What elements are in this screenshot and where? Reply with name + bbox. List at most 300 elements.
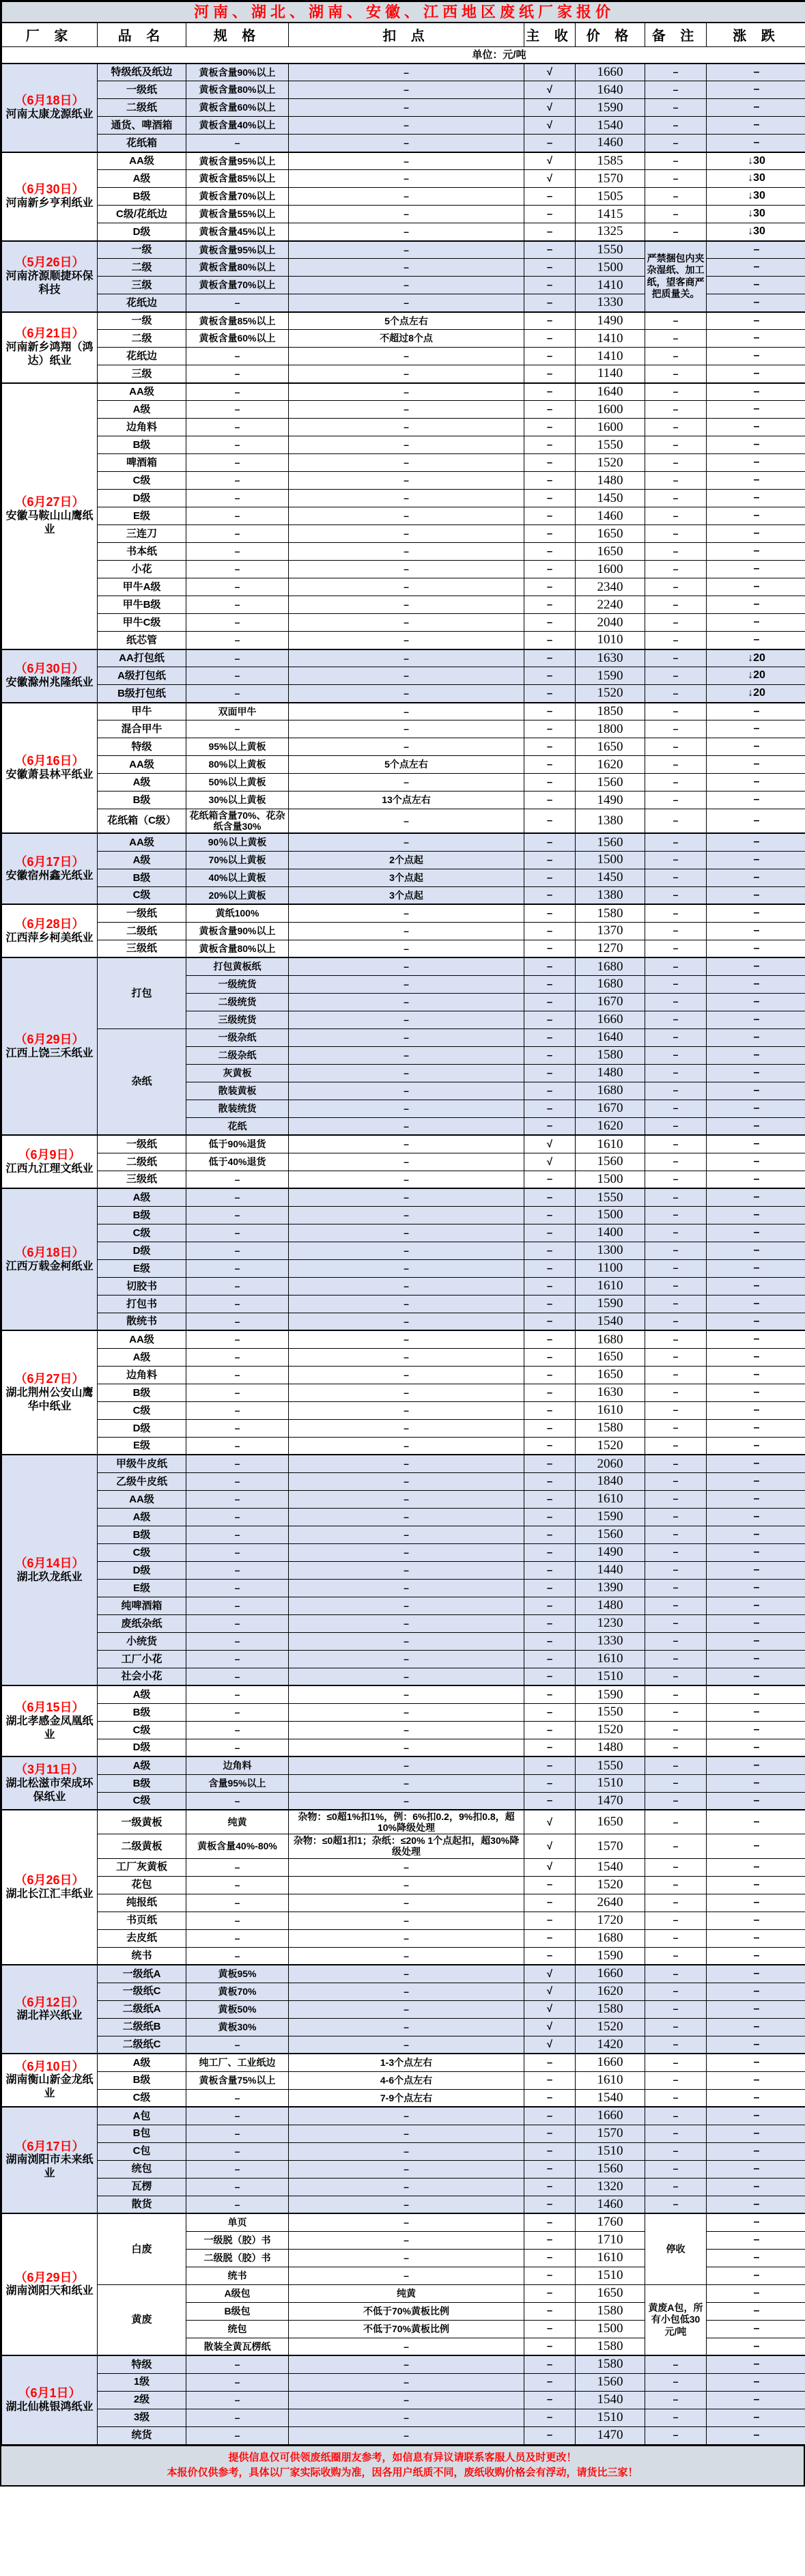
main-collect-cell: √ (524, 2018, 576, 2036)
note-cell: – (645, 1259, 707, 1277)
note-cell: – (645, 940, 707, 957)
price-cell: 1550 (576, 1188, 645, 1206)
product-cell: 一级黄板 (98, 1810, 186, 1834)
main-collect-cell: – (524, 1259, 576, 1277)
product-cell: A级 (98, 851, 186, 869)
spec-cell: – (186, 401, 289, 419)
note-cell: – (645, 2018, 707, 2036)
main-collect-cell: – (524, 454, 576, 472)
product-cell: AA打包纸 (98, 649, 186, 667)
change-cell: – (707, 135, 805, 152)
price-cell: 1540 (576, 117, 645, 135)
main-collect-cell: – (524, 1419, 576, 1437)
note-cell: – (645, 525, 707, 543)
deduction-cell: – (289, 738, 524, 756)
product-cell: B级打包纸 (98, 685, 186, 703)
table-row (2, 2000, 805, 2018)
change-cell: – (707, 1756, 805, 1774)
note-cell: – (645, 1929, 707, 1947)
note-cell: – (645, 383, 707, 401)
deduction-cell: – (289, 294, 524, 312)
table-row (2, 667, 805, 685)
table-row (2, 241, 805, 259)
note-cell: – (645, 1490, 707, 1508)
deduction-cell: – (289, 1876, 524, 1894)
factory-date: （6月18日） (14, 94, 85, 108)
product-cell: 花纸边 (98, 294, 186, 312)
note-cell: – (645, 1384, 707, 1401)
product-cell: AA级 (98, 756, 186, 774)
product-cell: B级 (98, 1526, 186, 1543)
spec-cell: 纯黄 (186, 1810, 289, 1834)
product-cell: 工厂灰黄板 (98, 1858, 186, 1876)
main-collect-cell: – (524, 940, 576, 957)
spec-cell: – (186, 2125, 289, 2142)
table-row (2, 596, 805, 614)
spec-cell: – (186, 1858, 289, 1876)
change-cell: – (707, 1455, 805, 1472)
table-row (2, 1756, 805, 1774)
price-cell: 1410 (576, 348, 645, 365)
spec-cell: – (186, 1947, 289, 1965)
product-cell: 纸芯管 (98, 632, 186, 649)
product-cell: C级 (98, 472, 186, 490)
price-cell: 1470 (576, 1792, 645, 1810)
spec-cell: – (186, 2196, 289, 2213)
main-collect-cell: – (524, 2160, 576, 2178)
table-row (2, 720, 805, 738)
change-cell: – (707, 2089, 805, 2107)
deduction-cell: – (289, 561, 524, 578)
product-cell: 统货 (98, 2426, 186, 2444)
price-cell: 1580 (576, 2338, 645, 2355)
spec-cell: 单页 (186, 2213, 289, 2231)
product-cell: 社会小花 (98, 1668, 186, 1685)
spec-cell: 黄板含量40%以上 (186, 117, 289, 135)
deduction-cell: – (289, 2409, 524, 2426)
table-row (2, 2018, 805, 2036)
factory-date: （6月26日） (14, 1873, 85, 1888)
deduction-cell: – (289, 2160, 524, 2178)
factory-cell (2, 1756, 98, 1810)
change-cell: – (707, 833, 805, 851)
product-cell: 统包 (98, 2160, 186, 2178)
spec-cell: 80%以上黄板 (186, 756, 289, 774)
product-cell: 小花 (98, 561, 186, 578)
price-cell: 1540 (576, 1858, 645, 1876)
price-cell: 1570 (576, 2125, 645, 2142)
change-cell: – (707, 2000, 805, 2018)
change-cell: – (707, 436, 805, 454)
table-row (2, 922, 805, 940)
note-cell: – (645, 1858, 707, 1876)
price-cell: 1520 (576, 2018, 645, 2036)
spec-cell: – (186, 632, 289, 649)
spec-cell: 70%以上黄板 (186, 851, 289, 869)
price-cell: 1550 (576, 436, 645, 454)
note-cell: – (645, 1614, 707, 1632)
change-cell: – (707, 383, 805, 401)
main-collect-cell: – (524, 277, 576, 294)
main-collect-cell: – (524, 922, 576, 940)
change-cell: – (707, 561, 805, 578)
factory-name: 河南济源顺捷环保科技 (5, 270, 94, 296)
note-cell: – (645, 490, 707, 507)
note-cell: – (645, 2107, 707, 2125)
note-cell: – (645, 886, 707, 904)
table-row (2, 851, 805, 869)
price-cell: 1650 (576, 2284, 645, 2302)
table-row (2, 401, 805, 419)
spec-cell: – (186, 2089, 289, 2107)
price-cell: 1560 (576, 1153, 645, 1171)
product-cell: 小统货 (98, 1632, 186, 1650)
change-cell: – (707, 1242, 805, 1259)
deduction-cell: – (289, 774, 524, 792)
deduction-cell: – (289, 1947, 524, 1965)
change-cell: – (707, 294, 805, 312)
price-cell: 1680 (576, 1082, 645, 1100)
factory-name: 湖北玖龙纸业 (16, 1571, 83, 1583)
table-row (2, 1703, 805, 1721)
factory-date: （3月11日） (14, 1762, 85, 1776)
main-collect-cell: – (524, 1046, 576, 1064)
note-cell: – (645, 1876, 707, 1894)
product-cell: C级 (98, 1792, 186, 1810)
table-row (2, 1597, 805, 1614)
main-collect-cell: √ (524, 64, 576, 81)
note-cell: – (645, 507, 707, 525)
spec-cell: – (186, 1929, 289, 1947)
change-cell: – (707, 117, 805, 135)
factory-date: （6月15日） (14, 1700, 85, 1714)
deduction-cell: – (289, 1082, 524, 1100)
spec-cell: 黄板含量80%以上 (186, 259, 289, 277)
product-cell: 切胶书 (98, 1277, 186, 1295)
change-cell: – (707, 993, 805, 1011)
deduction-cell: – (289, 507, 524, 525)
main-collect-cell: – (524, 1894, 576, 1912)
deduction-cell: – (289, 1188, 524, 1206)
spec-cell: – (186, 2160, 289, 2178)
note-cell: – (645, 1650, 707, 1668)
table-row (2, 1668, 805, 1685)
change-cell: – (707, 1206, 805, 1224)
change-cell: – (707, 2320, 805, 2338)
factory-date: （6月29日） (14, 1032, 85, 1046)
factory-date: （6月1日） (18, 2385, 81, 2400)
change-cell: – (707, 1650, 805, 1668)
table-row (2, 1028, 805, 1046)
deduction-cell: – (289, 2018, 524, 2036)
product-cell: 花纸箱（C级） (98, 809, 186, 834)
change-cell: – (707, 1965, 805, 1983)
product-cell: 打包 (98, 957, 186, 1028)
spec-cell: – (186, 1792, 289, 1810)
price-cell: 1140 (576, 365, 645, 383)
main-collect-cell: – (524, 904, 576, 922)
factory-cell (2, 833, 98, 904)
spec-cell: A级包 (186, 2284, 289, 2302)
note-cell: 停收 (645, 2213, 707, 2284)
main-collect-cell: – (524, 2267, 576, 2284)
deduction-cell: – (289, 1117, 524, 1135)
product-cell: 黄废 (98, 2284, 186, 2355)
change-cell: – (707, 1277, 805, 1295)
main-collect-cell: – (524, 561, 576, 578)
spec-cell: 黄板含量95%以上 (186, 152, 289, 170)
product-cell: 特级纸及纸边 (98, 64, 186, 81)
price-cell: 1415 (576, 206, 645, 223)
factory-name: 河南新乡亨利纸业 (5, 197, 94, 209)
table-row (2, 436, 805, 454)
factory-date: （6月14日） (14, 1556, 85, 1570)
price-cell: 1650 (576, 1810, 645, 1834)
table-row (2, 957, 805, 975)
note-cell: – (645, 1419, 707, 1437)
price-cell: 1325 (576, 223, 645, 241)
table-row (2, 1983, 805, 2000)
factory-cell (2, 1330, 98, 1455)
change-cell: – (707, 614, 805, 632)
product-cell: B级 (98, 1206, 186, 1224)
main-collect-cell: – (524, 774, 576, 792)
table-row (2, 1632, 805, 1650)
spec-cell: – (186, 1384, 289, 1401)
main-collect-cell: – (524, 1313, 576, 1330)
change-cell: – (707, 312, 805, 330)
spec-cell: – (186, 1508, 289, 1526)
spec-cell: 黄板含量70%以上 (186, 277, 289, 294)
factory-name: 安徽滁州兆隆纸业 (5, 676, 94, 688)
table-row (2, 1366, 805, 1384)
spec-cell: – (186, 348, 289, 365)
spec-cell: – (186, 2036, 289, 2054)
factory-name: 河南新乡鸿翔（鸿达）纸业 (5, 341, 94, 367)
change-cell: – (707, 1929, 805, 1947)
deduction-cell: – (289, 1171, 524, 1188)
note-cell: – (645, 2391, 707, 2409)
spec-cell: – (186, 1366, 289, 1384)
note-cell: – (645, 738, 707, 756)
product-cell: 纯报纸 (98, 1894, 186, 1912)
price-cell: 1500 (576, 259, 645, 277)
factory-cell (2, 1810, 98, 1965)
table-row (2, 904, 805, 922)
main-collect-cell: – (524, 294, 576, 312)
deduction-cell: – (289, 2196, 524, 2213)
price-cell: 1610 (576, 2071, 645, 2089)
price-cell: 2240 (576, 596, 645, 614)
spec-cell: – (186, 2142, 289, 2160)
deduction-cell: – (289, 135, 524, 152)
deduction-cell: – (289, 1792, 524, 1810)
deduction-cell: – (289, 348, 524, 365)
col-header-factory: 厂 家 (2, 23, 98, 47)
page-title: 河南、湖北、湖南、安徽、江西地区废纸厂家报价 (194, 3, 615, 20)
spec-cell: – (186, 454, 289, 472)
price-cell: 1480 (576, 1597, 645, 1614)
table-row (2, 206, 805, 223)
product-cell: 二级纸 (98, 1153, 186, 1171)
change-cell: – (707, 1810, 805, 1834)
main-collect-cell: – (524, 1703, 576, 1721)
deduction-cell: 2个点起 (289, 851, 524, 869)
spec-cell: 黄板50% (186, 2000, 289, 2018)
deduction-cell: – (289, 1543, 524, 1561)
table-row (2, 1912, 805, 1929)
note-cell: – (645, 1739, 707, 1756)
main-collect-cell: – (524, 2338, 576, 2355)
table-row (2, 1508, 805, 1526)
spec-cell: 统包 (186, 2320, 289, 2338)
deduction-cell: – (289, 1526, 524, 1543)
spec-cell: – (186, 1597, 289, 1614)
col-header-main-collect: 主 收 (524, 23, 576, 47)
spec-cell: – (186, 2373, 289, 2391)
deduction-cell: – (289, 1011, 524, 1028)
main-collect-cell: – (524, 703, 576, 720)
table-row (2, 614, 805, 632)
spec-cell: 20%以上黄板 (186, 886, 289, 904)
spec-cell: 95%以上黄板 (186, 738, 289, 756)
change-cell: – (707, 975, 805, 993)
change-cell: ↓30 (707, 188, 805, 206)
change-cell: – (707, 738, 805, 756)
note-cell: – (645, 792, 707, 809)
main-collect-cell: – (524, 1100, 576, 1117)
price-cell: 1380 (576, 809, 645, 834)
main-collect-cell: – (524, 614, 576, 632)
col-header-price: 价 格 (576, 23, 645, 47)
change-cell: – (707, 1947, 805, 1965)
change-cell: – (707, 2125, 805, 2142)
note-cell: – (645, 1028, 707, 1046)
product-cell: B级 (98, 1774, 186, 1792)
change-cell: – (707, 2338, 805, 2355)
price-cell: 1590 (576, 667, 645, 685)
spec-cell: – (186, 436, 289, 454)
price-cell: 1650 (576, 1366, 645, 1384)
price-cell: 1300 (576, 1242, 645, 1259)
price-cell: 1610 (576, 2249, 645, 2267)
deduction-cell: – (289, 2213, 524, 2231)
product-cell: B级 (98, 188, 186, 206)
table-row (2, 223, 805, 241)
change-cell: ↓20 (707, 685, 805, 703)
main-collect-cell: – (524, 1384, 576, 1401)
table-row (2, 525, 805, 543)
main-collect-cell: – (524, 2231, 576, 2249)
change-cell: – (707, 2178, 805, 2196)
note-cell: – (645, 1135, 707, 1153)
change-cell: – (707, 904, 805, 922)
product-cell: E级 (98, 1259, 186, 1277)
product-cell: 花纸边 (98, 348, 186, 365)
change-cell: – (707, 2355, 805, 2373)
deduction-cell: – (289, 117, 524, 135)
spec-cell: B级包 (186, 2302, 289, 2320)
factory-cell (2, 1965, 98, 2054)
change-cell: – (707, 886, 805, 904)
table-row (2, 2142, 805, 2160)
note-cell: – (645, 1117, 707, 1135)
change-cell: – (707, 1384, 805, 1401)
price-cell: 1590 (576, 1685, 645, 1703)
spec-cell: 一级脱（胶）书 (186, 2231, 289, 2249)
spec-cell: 黄板含量80%以上 (186, 940, 289, 957)
factory-name: 湖北祥兴纸业 (16, 2010, 83, 2022)
change-cell: – (707, 1472, 805, 1490)
main-collect-cell: – (524, 833, 576, 851)
note-cell: – (645, 1401, 707, 1419)
change-cell: ↓30 (707, 170, 805, 188)
product-cell: 花包 (98, 1876, 186, 1894)
main-collect-cell: – (524, 1876, 576, 1894)
change-cell: – (707, 1561, 805, 1579)
price-cell: 1420 (576, 2036, 645, 2054)
spec-cell: 二级脱（胶）书 (186, 2249, 289, 2267)
table-row (2, 2178, 805, 2196)
table-row (2, 152, 805, 170)
table-row (2, 561, 805, 578)
deduction-cell: – (289, 833, 524, 851)
change-cell: – (707, 365, 805, 383)
table-row (2, 886, 805, 904)
price-cell: 1320 (576, 2178, 645, 2196)
deduction-cell: – (289, 2231, 524, 2249)
note-cell: – (645, 869, 707, 886)
table-row (2, 1313, 805, 1330)
price-cell: 1500 (576, 2320, 645, 2338)
note-cell: – (645, 135, 707, 152)
table-row (2, 1171, 805, 1188)
spec-cell: 统书 (186, 2267, 289, 2284)
note-cell: – (645, 809, 707, 834)
deduction-cell: – (289, 2107, 524, 2125)
change-cell: – (707, 1153, 805, 1171)
table-row (2, 1561, 805, 1579)
change-cell: ↓30 (707, 206, 805, 223)
price-cell: 1460 (576, 2196, 645, 2213)
main-collect-cell: – (524, 1929, 576, 1947)
price-cell: 1680 (576, 1330, 645, 1348)
factory-name: 湖北荆州公安山鹰华中纸业 (5, 1386, 94, 1412)
change-cell: – (707, 1117, 805, 1135)
price-cell: 1650 (576, 1348, 645, 1366)
deduction-cell: – (289, 1384, 524, 1401)
change-cell: – (707, 525, 805, 543)
change-cell: – (707, 81, 805, 99)
product-cell: A级 (98, 1685, 186, 1703)
product-cell: A级 (98, 170, 186, 188)
main-collect-cell: – (524, 1082, 576, 1100)
note-cell: – (645, 703, 707, 720)
change-cell: – (707, 419, 805, 436)
factory-date: （6月17日） (14, 854, 85, 869)
note-cell: – (645, 1437, 707, 1455)
product-cell: 废纸杂纸 (98, 1614, 186, 1632)
factory-date: （6月29日） (14, 2270, 85, 2284)
change-cell: – (707, 64, 805, 81)
spec-cell: 散装黄板 (186, 1082, 289, 1100)
note-cell: – (645, 1366, 707, 1384)
deduction-cell: – (289, 2267, 524, 2284)
main-collect-cell: – (524, 2054, 576, 2071)
factory-cell (2, 383, 98, 649)
product-cell: 甲牛B级 (98, 596, 186, 614)
price-cell: 1560 (576, 2373, 645, 2391)
